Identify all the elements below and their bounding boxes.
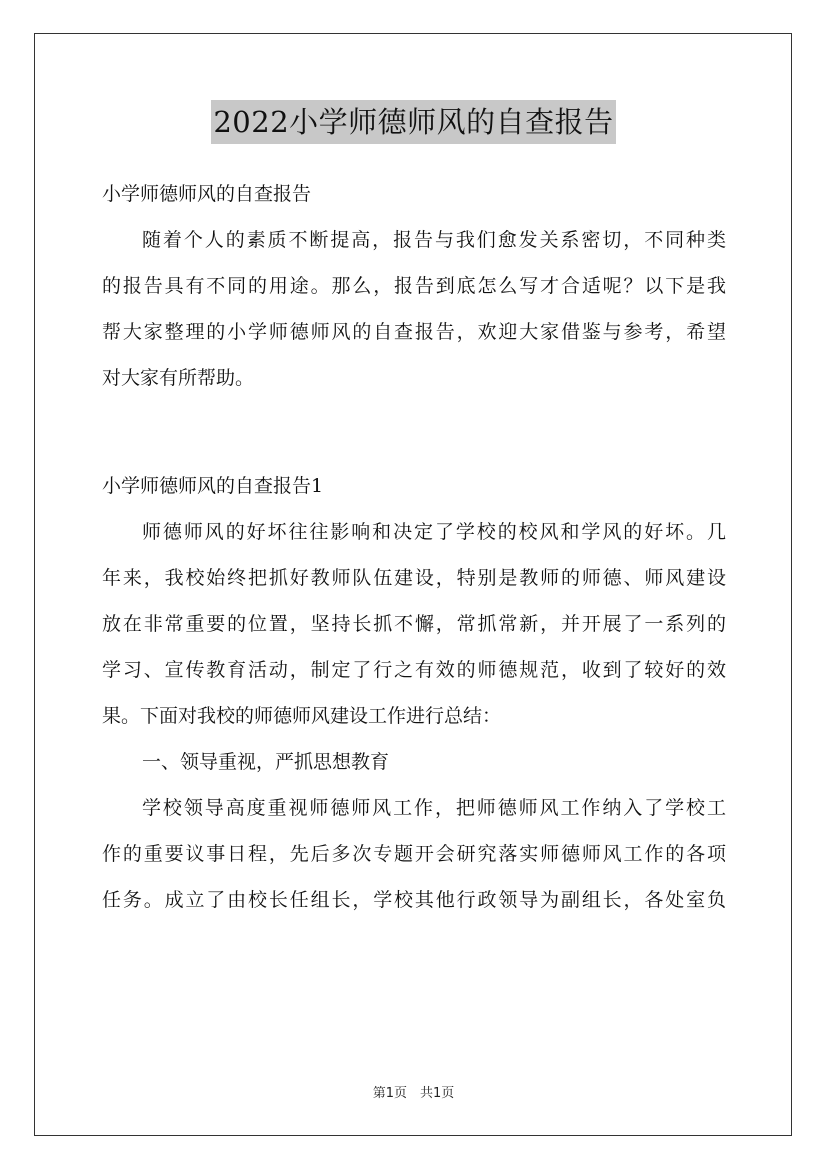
- paragraph-line: 作的重要议事日程，先后多次专题开会研究落实师德师风工作的各项: [102, 843, 726, 865]
- intro-line: 对大家有所帮助。: [102, 367, 255, 389]
- paragraph-line: 学习、宣传教育活动，制定了行之有效的师德规范，收到了较好的效: [102, 659, 726, 681]
- paragraph-line: 放在非常重要的位置，坚持长抓不懈，常抓常新，并开展了一系列的: [102, 613, 726, 635]
- paragraph-line: 任务。成立了由校长任组长，学校其他行政领导为副组长，各处室负: [102, 889, 726, 911]
- document-title: 2022小学师德师风的自查报告: [211, 100, 615, 144]
- intro-line: 的报告具有不同的用途。那么，报告到底怎么写才合适呢？以下是我: [102, 275, 726, 297]
- section-heading: 小学师德师风的自查报告1: [102, 475, 324, 497]
- subheading: 一、领导重视，严抓思想教育: [142, 751, 390, 773]
- subtitle: 小学师德师风的自查报告: [102, 183, 312, 205]
- paragraph-line: 学校领导高度重视师德师风工作，把师德师风工作纳入了学校工: [142, 797, 726, 819]
- title-container: [0, 100, 827, 144]
- paragraph-line: 年来，我校始终把抓好教师队伍建设，特别是教师的师德、师风建设: [102, 567, 726, 589]
- document-body: [102, 171, 726, 923]
- page-footer: 第1页 共1页: [372, 1086, 455, 1101]
- paragraph-line: 果。下面对我校的师德师风建设工作进行总结：: [102, 705, 502, 727]
- paragraph-gap: [102, 401, 726, 463]
- intro-line: 帮大家整理的小学师德师风的自查报告，欢迎大家借鉴与参考，希望: [102, 321, 726, 343]
- paragraph-line: 师德师风的好坏往往影响和决定了学校的校风和学风的好坏。几: [142, 521, 726, 543]
- intro-line: 随着个人的素质不断提高，报告与我们愈发关系密切，不同种类: [142, 229, 726, 251]
